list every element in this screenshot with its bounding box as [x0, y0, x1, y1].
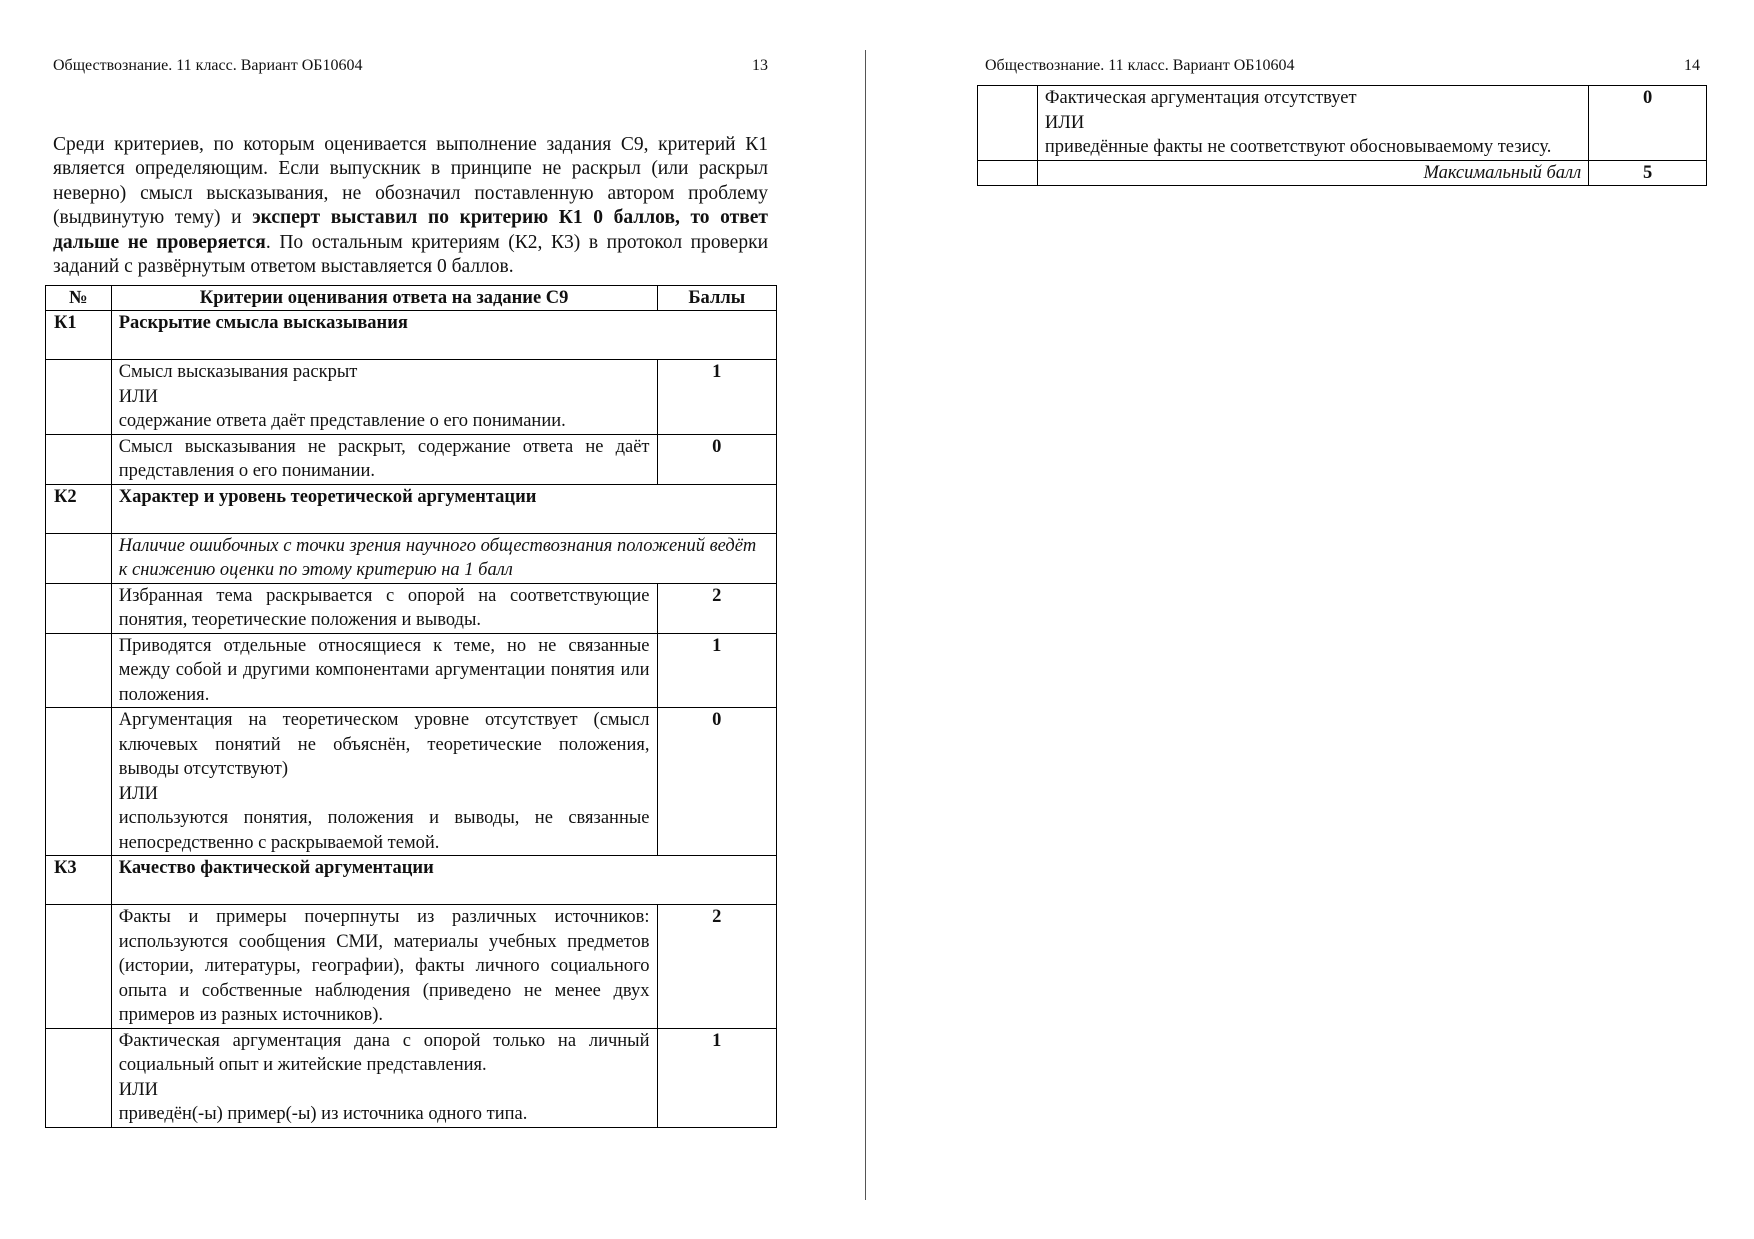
criterion-note: Наличие ошибочных с точки зрения научного обществознания положений ведёт к снижению оценки по этому критерию на 1 балл [111, 533, 776, 583]
col-header-points: Баллы [657, 286, 777, 311]
table-row [46, 633, 777, 708]
criterion-description: Аргументация на теоретическом уровне отсутствует (смысл ключевых понятий не объяснён, теоретические положения, выводы отсутствуют) ИЛИ используются понятия, положения и выводы, не связанные непосредственно с раскрываемой темой. [111, 708, 657, 856]
col-header-criteria: Критерии оценивания ответа на задание С9 [111, 286, 657, 311]
criterion-description: Избранная тема раскрывается с опорой на соответствующие понятия, теоретические положения и выводы. [111, 583, 657, 633]
max-score-row [978, 160, 1707, 186]
points-value: 2 [657, 905, 777, 1029]
points-value: 0 [1589, 86, 1707, 161]
page-header-title: Обществознание. 11 класс. Вариант ОБ10604 [53, 57, 363, 74]
criterion-title: Характер и уровень теоретической аргументации [111, 484, 776, 533]
max-score-label: Максимальный балл [1037, 160, 1588, 186]
right-page [866, 0, 1754, 1239]
criterion-description: Смысл высказывания не раскрыт, содержание ответа не даёт представления о его понимании. [111, 434, 657, 484]
intro-paragraph: Среди критериев, по которым оценивается выполнение задания С9, критерий К1 является определяющим. Если выпускник в принципе не раскрыл (или раскрыл неверно) смысл высказывания, не обозначил поставленную автором проблему (выдвинутую тему) и эксперт выставил по критерию К1 0 баллов, то ответ дальше не проверяется. По остальным критериям (К2, К3) в протокол проверки заданий с развёрнутым ответом выставляется 0 баллов. [53, 133, 769, 277]
table-row [978, 86, 1707, 161]
criterion-title: Раскрытие смысла высказывания [111, 311, 776, 360]
criterion-code: К1 [46, 311, 112, 360]
page-header-title: Обществознание. 11 класс. Вариант ОБ10604 [985, 57, 1295, 74]
criterion-title: Качество фактической аргументации [111, 856, 776, 905]
intro-bold-rule: эксперт выставил по критерию К1 0 баллов, то ответ дальше не проверяется [53, 207, 768, 253]
criterion-description: Фактическая аргументация отсутствует ИЛИ приведённые факты не соответствуют обосновываемому тезису. [1037, 86, 1588, 161]
table-header-row [46, 286, 777, 311]
points-value: 0 [657, 708, 777, 856]
points-value: 2 [657, 583, 777, 633]
table-row [46, 533, 777, 583]
max-score-value: 5 [1589, 160, 1707, 186]
table-row [46, 708, 777, 856]
criterion-description: Приводятся отдельные относящиеся к теме, но не связанные между собой и другими компонентами аргументации понятия или положения. [111, 633, 657, 708]
criterion-k1-row [46, 311, 777, 360]
page-number: 13 [752, 57, 768, 74]
table-row [46, 434, 777, 484]
criterion-description: Фактическая аргументация дана с опорой только на личный социальный опыт и житейские представления. ИЛИ приведён(-ы) пример(-ы) из источника одного типа. [111, 1028, 657, 1127]
criterion-description: Факты и примеры почерпнуты из различных источников: используются сообщения СМИ, материалы учебных предметов (истории, литературы, географии), факты личного социального опыта и собственные наблюдения (приведено не менее двух примеров из разных источников). [111, 905, 657, 1029]
criterion-description: Смысл высказывания раскрыт ИЛИ содержание ответа даёт представление о его понимании. [111, 360, 657, 435]
table-row [46, 360, 777, 435]
table-row [46, 1028, 777, 1127]
points-value: 1 [657, 1028, 777, 1127]
criteria-table [45, 285, 777, 1128]
points-value: 1 [657, 633, 777, 708]
criterion-code: К3 [46, 856, 112, 905]
col-header-num: № [46, 286, 112, 311]
criterion-k3-row [46, 856, 777, 905]
criteria-table-continued [977, 85, 1707, 186]
page-number: 14 [1684, 57, 1700, 74]
criterion-code: К2 [46, 484, 112, 533]
table-row [46, 905, 777, 1029]
left-page [0, 0, 866, 1239]
table-row [46, 583, 777, 633]
points-value: 1 [657, 360, 777, 435]
criterion-k2-row [46, 484, 777, 533]
points-value: 0 [657, 434, 777, 484]
